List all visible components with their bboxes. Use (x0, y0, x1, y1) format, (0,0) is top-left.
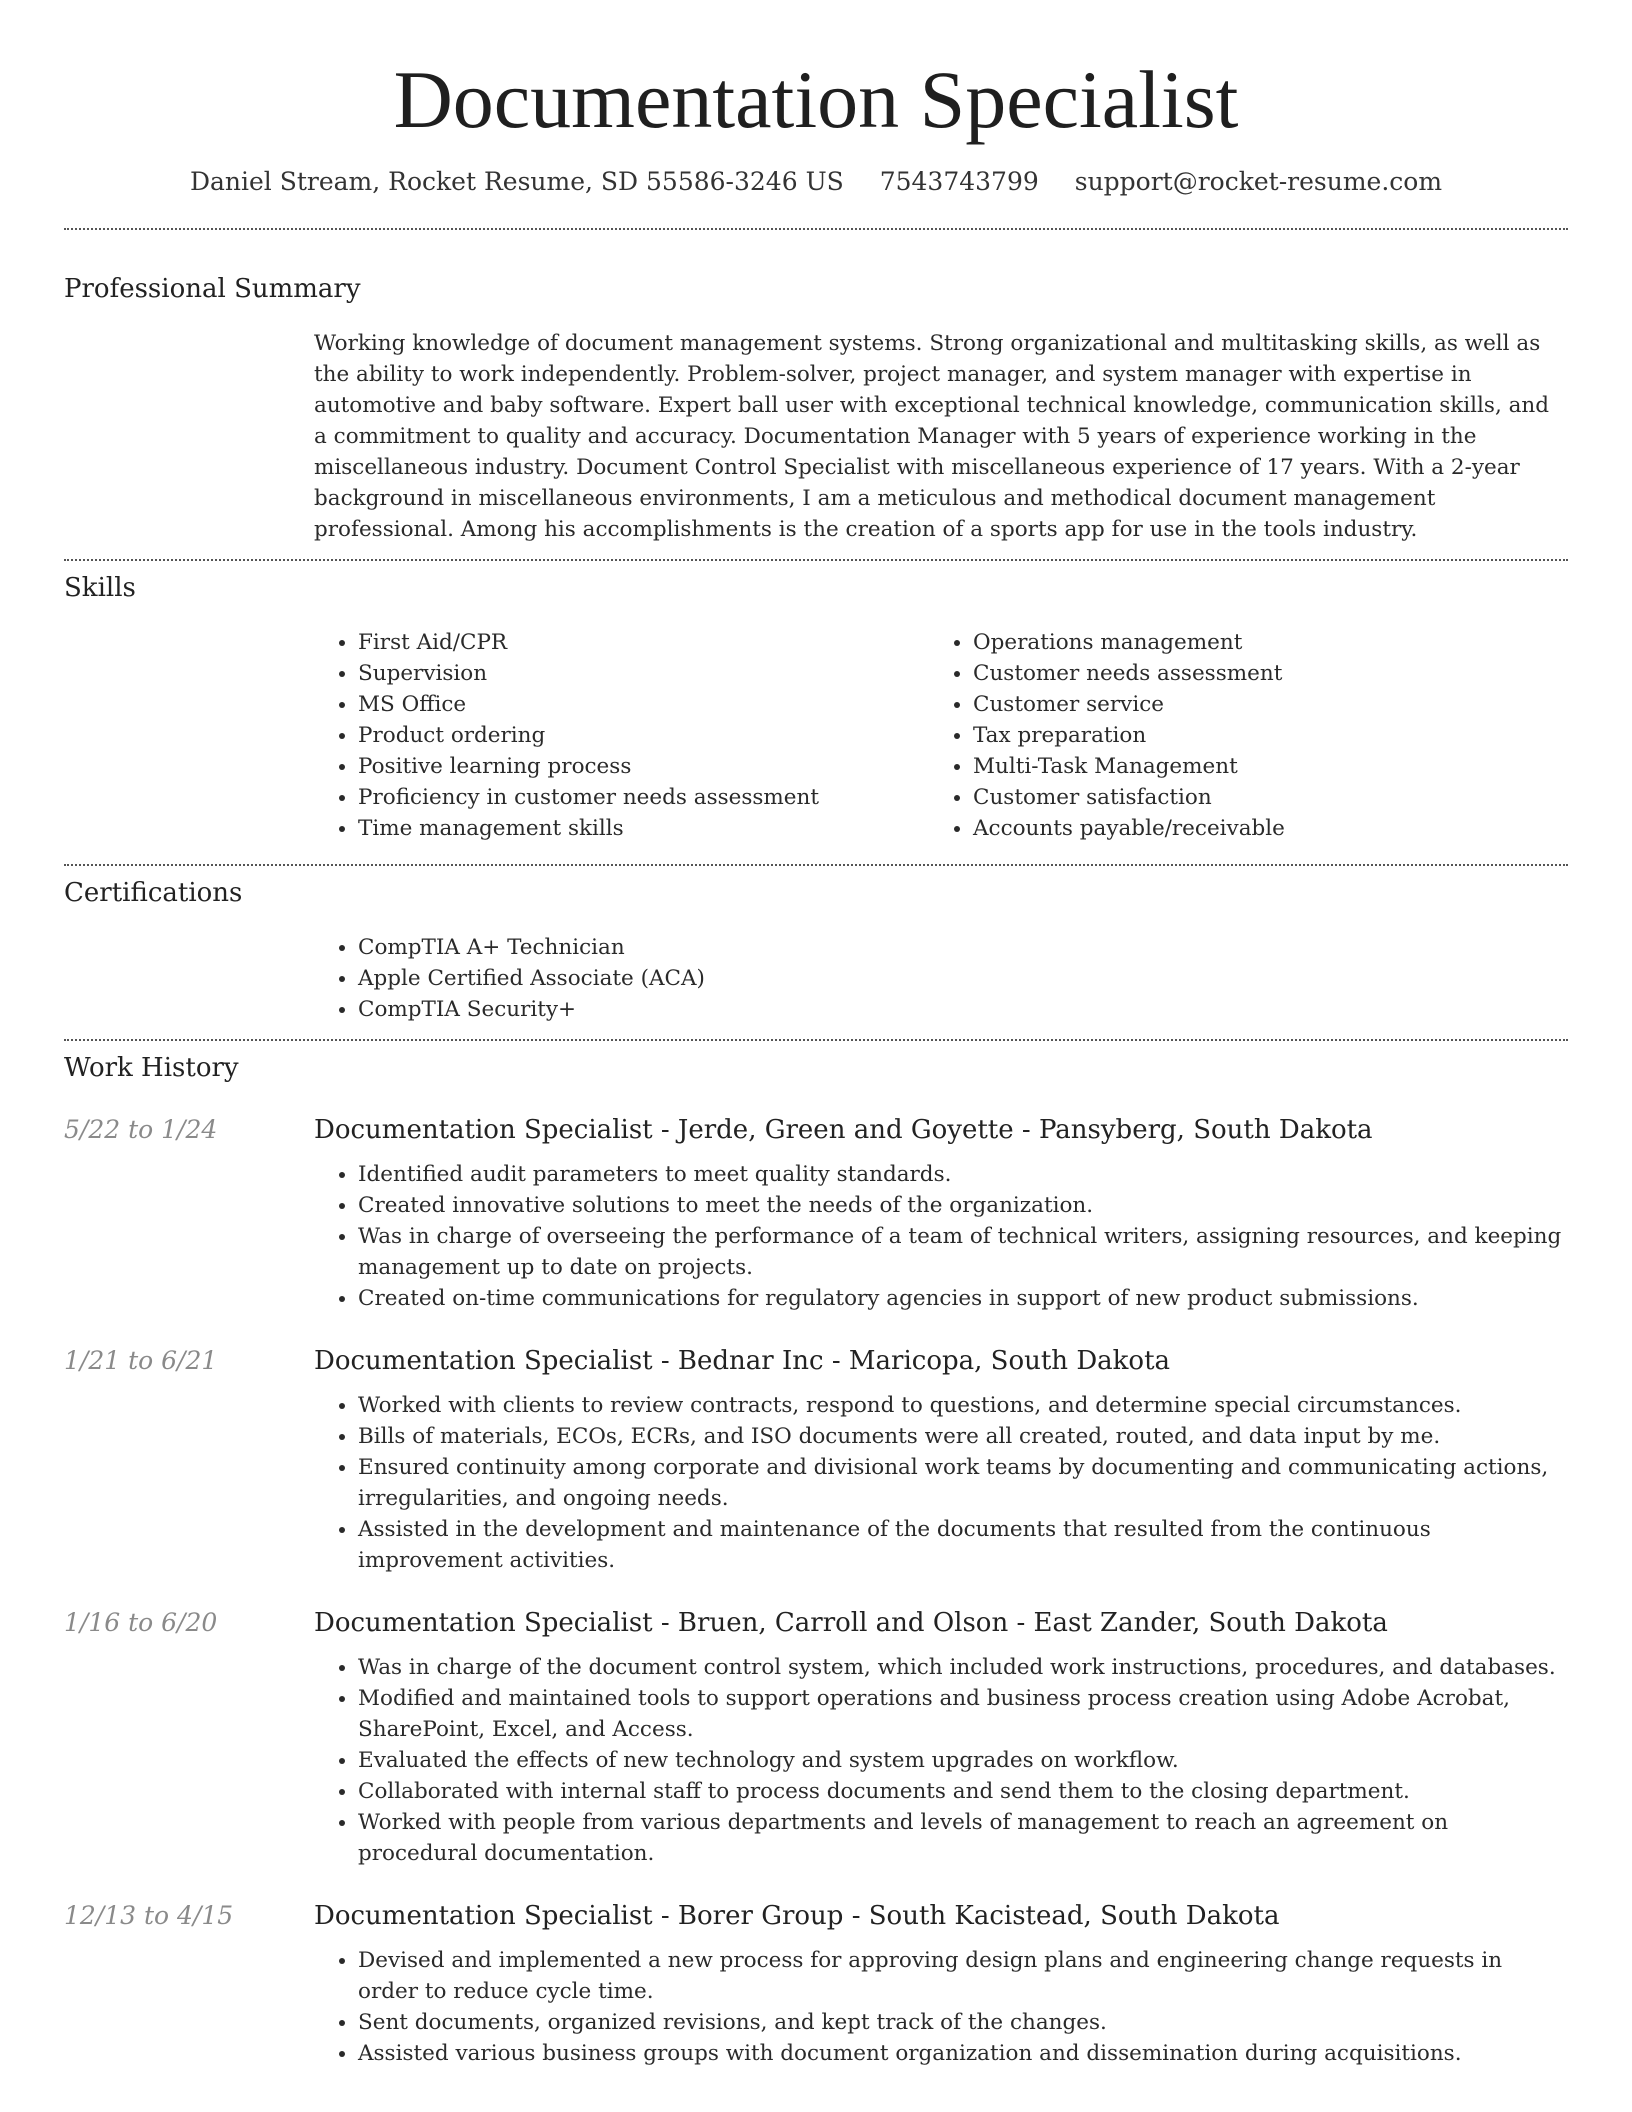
section-heading-certifications: Certifications (64, 878, 243, 908)
job-bullet: • Worked with clients to review contracts, respond to questions, and determine special circumstances. (358, 1390, 1568, 1421)
job-dates: 12/13 to 4/15 (64, 1901, 234, 1930)
job-entry (64, 1899, 1568, 2069)
skill-item: • Customer service (973, 689, 1544, 720)
contact-phone[interactable]: 7543743799 (879, 167, 1039, 196)
skills-column-left (314, 627, 929, 844)
job-dates: 5/22 to 1/24 (64, 1115, 218, 1144)
skill-item: • Time management skills (358, 813, 929, 844)
job-bullet: • Worked with people from various departments and levels of management to reach an agreement on procedural documentation. (358, 1807, 1568, 1869)
divider (64, 1039, 1568, 1041)
skill-item: • Multi-Task Management (973, 751, 1544, 782)
job-title: Documentation Specialist - Bruen, Carroll and Olson - East Zander, South Dakota (314, 1608, 1388, 1638)
job-bullet: • Sent documents, organized revisions, and kept track of the changes. (358, 2007, 1568, 2038)
job-title: Documentation Specialist - Bednar Inc - Maricopa, South Dakota (314, 1346, 1171, 1376)
certification-item: • CompTIA A+ Technician (358, 932, 1568, 963)
divider (64, 559, 1568, 561)
job-bullets (314, 1159, 1568, 1314)
job-entry (64, 1344, 1568, 1576)
page-title: Documentation Specialist (393, 54, 1239, 145)
job-title: Documentation Specialist - Jerde, Green and Goyette - Pansyberg, South Dakota (314, 1115, 1373, 1145)
job-bullet: • Collaborated with internal staff to process documents and send them to the closing department. (358, 1776, 1568, 1807)
divider (64, 228, 1568, 230)
skill-item: • Supervision (358, 658, 929, 689)
job-dates: 1/21 to 6/21 (64, 1346, 218, 1375)
job-bullet: • Was in charge of the document control system, which included work instructions, procedures, and databases. (358, 1652, 1568, 1683)
job-bullet: • Was in charge of overseeing the performance of a team of technical writers, assigning resources, and keeping management up to date on projects. (358, 1221, 1568, 1283)
job-bullet: • Ensured continuity among corporate and divisional work teams by documenting and communicating actions, irregularities, and ongoing needs. (358, 1452, 1568, 1514)
skill-item: • Positive learning process (358, 751, 929, 782)
skill-item: • Accounts payable/receivable (973, 813, 1544, 844)
skill-item: • Customer satisfaction (973, 782, 1544, 813)
job-entry (64, 1113, 1568, 1314)
certifications-list (314, 932, 1568, 1025)
job-title: Documentation Specialist - Borer Group - South Kacistead, South Dakota (314, 1901, 1280, 1931)
job-bullet: • Identified audit parameters to meet quality standards. (358, 1159, 1568, 1190)
job-bullet: • Devised and implemented a new process for approving design plans and engineering change requests in order to reduce cycle time. (358, 1945, 1568, 2007)
skill-item: • Customer needs assessment (973, 658, 1544, 689)
skill-item: • Tax preparation (973, 720, 1544, 751)
certification-item: • Apple Certified Associate (ACA) (358, 963, 1568, 994)
job-bullet: • Modified and maintained tools to support operations and business process creation using Adobe Acrobat, SharePoint, Excel, and Access. (358, 1683, 1568, 1745)
skill-item: • First Aid/CPR (358, 627, 929, 658)
job-bullets (314, 1652, 1568, 1869)
skill-item: • Proficiency in customer needs assessment (358, 782, 929, 813)
contact-email[interactable]: support@rocket-resume.com (1074, 167, 1443, 196)
job-bullet: • Evaluated the effects of new technology and system upgrades on workflow. (358, 1745, 1568, 1776)
section-heading-summary: Professional Summary (64, 274, 361, 304)
contact-line (64, 164, 1568, 200)
job-bullet: • Bills of materials, ECOs, ECRs, and ISO documents were all created, routed, and data input by me. (358, 1421, 1568, 1452)
skill-item: • Operations management (973, 627, 1544, 658)
section-heading-skills: Skills (64, 573, 136, 603)
contact-address: Daniel Stream, Rocket Resume, SD 55586-3246 US (189, 167, 844, 196)
job-entry (64, 1606, 1568, 1869)
job-dates: 1/16 to 6/20 (64, 1608, 218, 1637)
job-bullet: • Assisted in the development and maintenance of the documents that resulted from the continuous improvement activities. (358, 1514, 1568, 1576)
skill-item: • Product ordering (358, 720, 929, 751)
job-bullet: • Created innovative solutions to meet the needs of the organization. (358, 1190, 1568, 1221)
job-bullets (314, 1945, 1568, 2069)
summary-text: Working knowledge of document management systems. Strong organizational and multitasking skills, as well as the ability to work independently. Problem-solver, project manager, and system manager with expertise in automotive and baby software. Expert ball user with exceptional technical knowledge, communication skills, and a commitment to quality and accuracy. Documentation Manager with 5 years of experience working in the miscellaneous industry. Document Control Specialist with miscellaneous experience of 17 years. With a 2-year background in miscellaneous environments, I am a meticulous and methodical document management professional. Among his accomplishments is the creation of a sports app for use in the tools industry. (314, 331, 1550, 542)
skills-column-right (929, 627, 1544, 844)
job-bullet: • Created on-time communications for regulatory agencies in support of new product submissions. (358, 1283, 1568, 1314)
divider (64, 864, 1568, 866)
job-bullet: • Assisted various business groups with document organization and dissemination during acquisitions. (358, 2038, 1568, 2069)
skill-item: • MS Office (358, 689, 929, 720)
section-heading-work-history: Work History (64, 1053, 239, 1083)
job-bullets (314, 1390, 1568, 1576)
skills-list (314, 627, 1568, 844)
certification-item: • CompTIA Security+ (358, 994, 1568, 1025)
